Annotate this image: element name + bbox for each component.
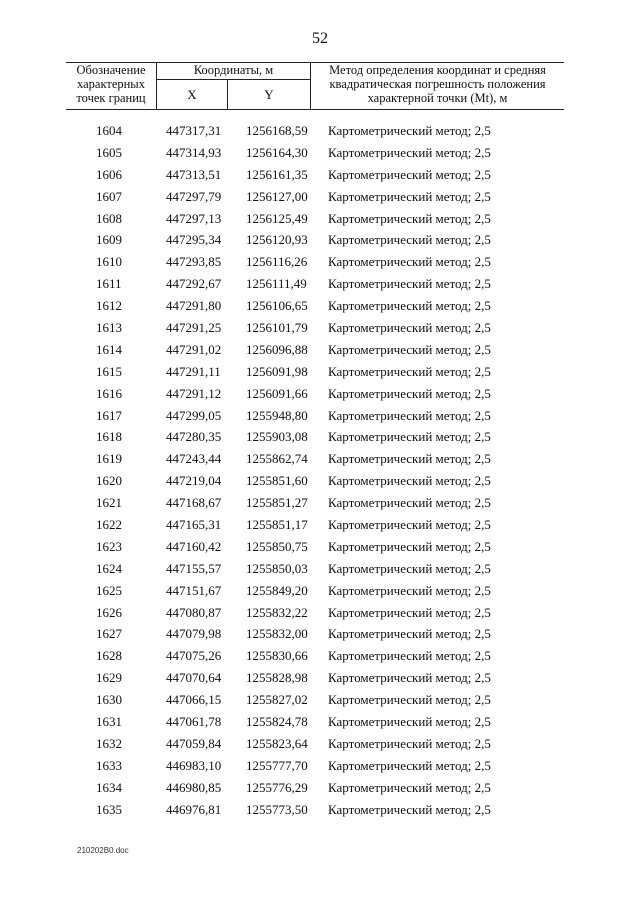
method-cell: Картометрический метод; 2,5 bbox=[328, 779, 491, 795]
point-id: 1611 bbox=[96, 276, 122, 292]
method-cell: Картометрический метод; 2,5 bbox=[328, 429, 491, 445]
coord-x: 447160,42 bbox=[166, 538, 222, 554]
coord-y: 1256161,35 bbox=[246, 166, 308, 182]
coord-x: 447299,05 bbox=[166, 407, 222, 423]
point-id: 1614 bbox=[96, 341, 122, 357]
coord-y: 1255903,08 bbox=[246, 429, 308, 445]
method-cell: Картометрический метод; 2,5 bbox=[328, 385, 491, 401]
coord-x: 447165,31 bbox=[166, 517, 222, 533]
table-row bbox=[0, 452, 640, 474]
coord-y: 1256120,93 bbox=[246, 232, 308, 248]
point-id: 1632 bbox=[96, 735, 122, 751]
coord-y: 1255777,70 bbox=[246, 757, 308, 773]
table-row bbox=[0, 343, 640, 365]
coord-y: 1255827,02 bbox=[246, 692, 308, 708]
point-id: 1613 bbox=[96, 320, 122, 336]
point-id: 1623 bbox=[96, 538, 122, 554]
footer-filename: 210202B0.doc bbox=[77, 846, 129, 855]
table-row bbox=[0, 518, 640, 540]
table-row bbox=[0, 190, 640, 212]
header-point-designation bbox=[66, 63, 157, 110]
method-cell: Картометрический метод; 2,5 bbox=[328, 144, 491, 160]
method-cell: Картометрический метод; 2,5 bbox=[328, 166, 491, 182]
coord-y: 1256091,66 bbox=[246, 385, 308, 401]
coord-x: 447168,67 bbox=[166, 495, 222, 511]
point-id: 1612 bbox=[96, 298, 122, 314]
method-cell: Картометрический метод; 2,5 bbox=[328, 538, 491, 554]
coord-y: 1255824,78 bbox=[246, 714, 308, 730]
coord-y: 1256168,59 bbox=[246, 123, 308, 138]
point-id: 1609 bbox=[96, 232, 122, 248]
coord-x: 447297,79 bbox=[166, 188, 222, 204]
table-header bbox=[66, 62, 564, 110]
header-y: Y bbox=[228, 80, 311, 110]
method-cell: Картометрический метод; 2,5 bbox=[328, 495, 491, 511]
coord-x: 447313,51 bbox=[166, 166, 222, 182]
method-cell: Картометрический метод; 2,5 bbox=[328, 560, 491, 576]
coord-y: 1256101,79 bbox=[246, 320, 308, 336]
method-cell: Картометрический метод; 2,5 bbox=[328, 123, 491, 138]
coord-x: 447292,67 bbox=[166, 276, 222, 292]
point-id: 1605 bbox=[96, 144, 122, 160]
coord-y: 1255948,80 bbox=[246, 407, 308, 423]
coord-y: 1256096,88 bbox=[246, 341, 308, 357]
point-id: 1626 bbox=[96, 604, 122, 620]
coord-x: 446980,85 bbox=[166, 779, 222, 795]
coord-y: 1255851,17 bbox=[246, 517, 308, 533]
point-id: 1627 bbox=[96, 626, 122, 642]
point-id: 1620 bbox=[96, 473, 122, 489]
method-cell: Картометрический метод; 2,5 bbox=[328, 407, 491, 423]
coord-y: 1255850,03 bbox=[246, 560, 308, 576]
coord-y: 1255773,50 bbox=[246, 801, 308, 817]
method-cell: Картометрический метод; 2,5 bbox=[328, 473, 491, 489]
method-cell: Картометрический метод; 2,5 bbox=[328, 254, 491, 270]
point-id: 1606 bbox=[96, 166, 122, 182]
coord-x: 447075,26 bbox=[166, 648, 222, 664]
point-id: 1622 bbox=[96, 517, 122, 533]
method-cell: Картометрический метод; 2,5 bbox=[328, 363, 491, 379]
point-id: 1630 bbox=[96, 692, 122, 708]
table-row bbox=[0, 627, 640, 649]
point-id: 1615 bbox=[96, 363, 122, 379]
coord-x: 447151,67 bbox=[166, 582, 222, 598]
coord-y: 1256164,30 bbox=[246, 144, 308, 160]
header-method-line: характерной точки (Mt), м bbox=[367, 91, 508, 105]
point-id: 1621 bbox=[96, 495, 122, 511]
coord-y: 1255828,98 bbox=[246, 670, 308, 686]
method-cell: Картометрический метод; 2,5 bbox=[328, 276, 491, 292]
method-cell: Картометрический метод; 2,5 bbox=[328, 451, 491, 467]
method-cell: Картометрический метод; 2,5 bbox=[328, 232, 491, 248]
table-row bbox=[0, 387, 640, 409]
coord-y: 1256116,26 bbox=[246, 254, 308, 270]
method-cell: Картометрический метод; 2,5 bbox=[328, 714, 491, 730]
header-col1-line: характерных bbox=[77, 77, 145, 91]
header-x: X bbox=[157, 80, 228, 110]
coord-x: 447291,11 bbox=[166, 363, 221, 379]
coord-x: 447155,57 bbox=[166, 560, 222, 576]
point-id: 1616 bbox=[96, 385, 122, 401]
header-method-line: квадратическая погрешность положения bbox=[329, 77, 546, 91]
point-id: 1631 bbox=[96, 714, 122, 730]
coord-y: 1256111,49 bbox=[246, 276, 307, 292]
coord-y: 1255776,29 bbox=[246, 779, 308, 795]
point-id: 1633 bbox=[96, 757, 122, 773]
method-cell: Картометрический метод; 2,5 bbox=[328, 735, 491, 751]
coord-y: 1255832,00 bbox=[246, 626, 308, 642]
table-body bbox=[0, 124, 640, 825]
point-id: 1629 bbox=[96, 670, 122, 686]
method-cell: Картометрический метод; 2,5 bbox=[328, 341, 491, 357]
coord-y: 1256125,49 bbox=[246, 210, 308, 226]
table-row bbox=[0, 124, 640, 146]
coord-y: 1255830,66 bbox=[246, 648, 308, 664]
table-row bbox=[0, 693, 640, 715]
table-row bbox=[0, 430, 640, 452]
coord-y: 1255832,22 bbox=[246, 604, 308, 620]
point-id: 1628 bbox=[96, 648, 122, 664]
table-row bbox=[0, 365, 640, 387]
method-cell: Картометрический метод; 2,5 bbox=[328, 757, 491, 773]
coord-x: 447291,25 bbox=[166, 320, 222, 336]
method-cell: Картометрический метод; 2,5 bbox=[328, 298, 491, 314]
coord-x: 447243,44 bbox=[166, 451, 222, 467]
coord-x: 447317,31 bbox=[166, 123, 222, 138]
coord-x: 447066,15 bbox=[166, 692, 222, 708]
method-cell: Картометрический метод; 2,5 bbox=[328, 648, 491, 664]
header-method bbox=[311, 63, 565, 110]
coord-x: 447079,98 bbox=[166, 626, 222, 642]
method-cell: Картометрический метод; 2,5 bbox=[328, 210, 491, 226]
method-cell: Картометрический метод; 2,5 bbox=[328, 320, 491, 336]
coord-y: 1255851,27 bbox=[246, 495, 308, 511]
coord-x: 447291,02 bbox=[166, 341, 222, 357]
coord-x: 447059,84 bbox=[166, 735, 222, 751]
header-method-line: Метод определения координат и средняя bbox=[329, 63, 546, 77]
table-row bbox=[0, 146, 640, 168]
method-cell: Картометрический метод; 2,5 bbox=[328, 582, 491, 598]
point-id: 1618 bbox=[96, 429, 122, 445]
table-row bbox=[0, 474, 640, 496]
coord-x: 447295,34 bbox=[166, 232, 222, 248]
table-row bbox=[0, 255, 640, 277]
coord-y: 1255823,64 bbox=[246, 735, 308, 751]
point-id: 1608 bbox=[96, 210, 122, 226]
point-id: 1624 bbox=[96, 560, 122, 576]
coord-x: 447280,35 bbox=[166, 429, 222, 445]
coord-x: 447061,78 bbox=[166, 714, 222, 730]
coord-x: 447291,12 bbox=[166, 385, 222, 401]
point-id: 1635 bbox=[96, 801, 122, 817]
table-row bbox=[0, 584, 640, 606]
table-row bbox=[0, 233, 640, 255]
point-id: 1617 bbox=[96, 407, 122, 423]
table-row bbox=[0, 737, 640, 759]
header-col1-line: Обозначение bbox=[76, 63, 146, 77]
table-row bbox=[0, 212, 640, 234]
coord-y: 1256091,98 bbox=[246, 363, 308, 379]
point-id: 1625 bbox=[96, 582, 122, 598]
table-row bbox=[0, 562, 640, 584]
coord-x: 446976,81 bbox=[166, 801, 222, 817]
coord-x: 447293,85 bbox=[166, 254, 222, 270]
table-row bbox=[0, 781, 640, 803]
table-row bbox=[0, 277, 640, 299]
method-cell: Картометрический метод; 2,5 bbox=[328, 801, 491, 817]
coord-y: 1255849,20 bbox=[246, 582, 308, 598]
point-id: 1607 bbox=[96, 188, 122, 204]
table-row bbox=[0, 649, 640, 671]
method-cell: Картометрический метод; 2,5 bbox=[328, 692, 491, 708]
coord-x: 447314,93 bbox=[166, 144, 222, 160]
table-row bbox=[0, 496, 640, 518]
method-cell: Картометрический метод; 2,5 bbox=[328, 626, 491, 642]
coord-y: 1255862,74 bbox=[246, 451, 308, 467]
table-row bbox=[0, 321, 640, 343]
coord-y: 1255851,60 bbox=[246, 473, 308, 489]
coord-y: 1256106,65 bbox=[246, 298, 308, 314]
table-row bbox=[0, 671, 640, 693]
point-id: 1634 bbox=[96, 779, 122, 795]
coord-x: 447297,13 bbox=[166, 210, 222, 226]
header-coordinates: Координаты, м bbox=[157, 63, 311, 80]
coord-x: 447080,87 bbox=[166, 604, 222, 620]
table-row bbox=[0, 299, 640, 321]
point-id: 1619 bbox=[96, 451, 122, 467]
point-id: 1610 bbox=[96, 254, 122, 270]
method-cell: Картометрический метод; 2,5 bbox=[328, 670, 491, 686]
table-row bbox=[0, 409, 640, 431]
coord-y: 1255850,75 bbox=[246, 538, 308, 554]
method-cell: Картометрический метод; 2,5 bbox=[328, 604, 491, 620]
table-row bbox=[0, 606, 640, 628]
coord-x: 446983,10 bbox=[166, 757, 222, 773]
page-number: 52 bbox=[312, 30, 328, 47]
method-cell: Картометрический метод; 2,5 bbox=[328, 517, 491, 533]
table-row bbox=[0, 715, 640, 737]
table-row bbox=[0, 759, 640, 781]
table-row bbox=[0, 540, 640, 562]
table-row bbox=[0, 803, 640, 825]
coord-x: 447070,64 bbox=[166, 670, 222, 686]
table-row bbox=[0, 168, 640, 190]
point-id: 1604 bbox=[96, 123, 122, 138]
method-cell: Картометрический метод; 2,5 bbox=[328, 188, 491, 204]
coord-x: 447219,04 bbox=[166, 473, 222, 489]
coord-x: 447291,80 bbox=[166, 298, 222, 314]
coord-y: 1256127,00 bbox=[246, 188, 308, 204]
header-col1-line: точек границ bbox=[76, 91, 146, 105]
